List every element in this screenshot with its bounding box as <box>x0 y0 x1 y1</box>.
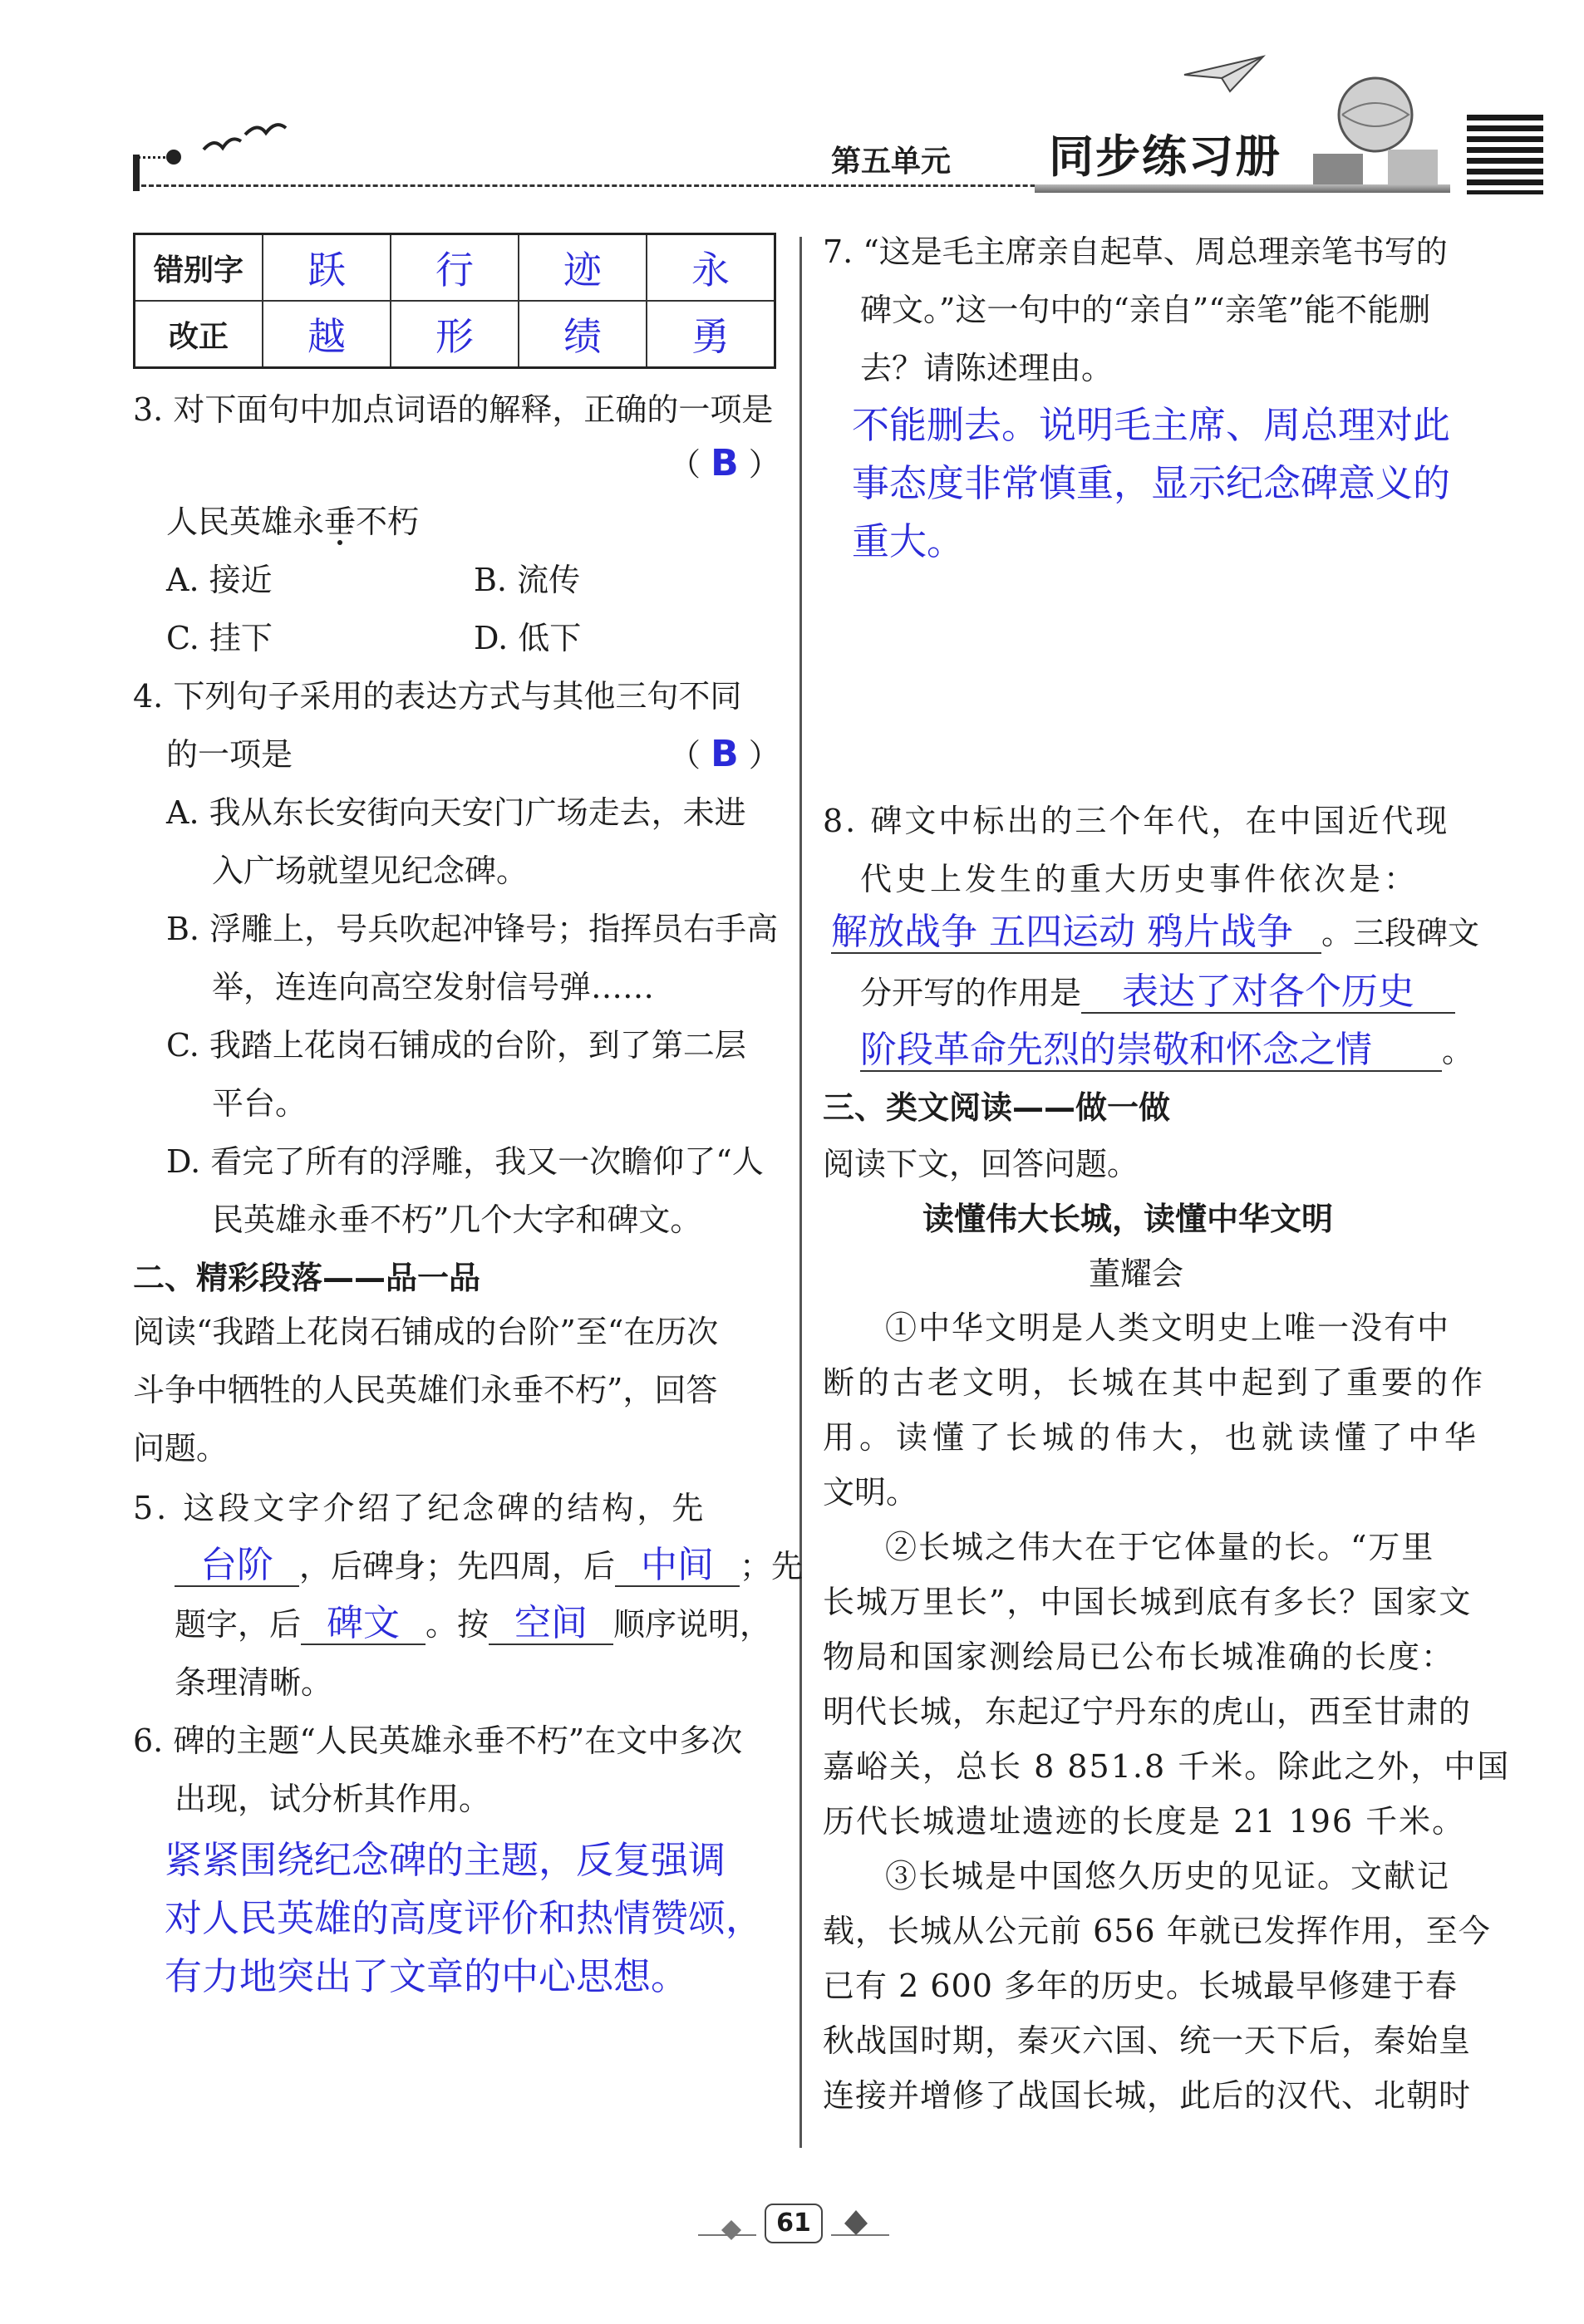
p3-line: 载，长城从公元前 656 年就已发挥作用，至今 <box>823 1913 1491 1949</box>
wrong-char: 迹 <box>519 234 647 302</box>
p3-line: 秋战国时期，秦灭六国、统一天下后，秦始皇 <box>823 2022 1472 2059</box>
q6-stem-1: 6. 碑的主题“人民英雄永垂不朽”在文中多次 <box>133 1722 743 1759</box>
q5-text: 题字，后 <box>175 1606 302 1643</box>
q4-option-c-1: C. 我踏上花岗石铺成的台阶，到了第二层 <box>166 1027 746 1064</box>
q5-line-3 <box>175 1597 771 1652</box>
wrong-char: 永 <box>647 234 775 302</box>
p1-line: 断的古老文明，长城在其中起到了重要的作 <box>823 1364 1487 1401</box>
q8-answer-a: 表达了对各个历史 <box>1081 972 1455 1014</box>
paren-close: ） <box>748 446 780 483</box>
row-label-wrong: 错别字 <box>135 234 263 302</box>
unit-title: 第五单元 <box>831 145 952 179</box>
section2-intro-3: 问题。 <box>133 1430 229 1467</box>
q6-stem-2: 出现，试分析其作用。 <box>175 1781 491 1817</box>
q5-answer-1: 台阶 <box>175 1545 299 1587</box>
paren-open: （ <box>669 737 701 774</box>
section2-intro-1: 阅读“我踏上花岗石铺成的台阶”至“在历次 <box>133 1314 719 1350</box>
fixed-char: 越 <box>263 301 391 368</box>
header-stripe-block <box>1467 115 1543 194</box>
q5-text: ；先 <box>740 1548 804 1585</box>
wrong-char: 跃 <box>263 234 391 302</box>
page-number: 61 <box>765 2204 823 2243</box>
q4-stem-2: 的一项是 <box>166 736 293 773</box>
q4-answer-paren <box>669 727 780 783</box>
fixed-char: 绩 <box>519 301 647 368</box>
q7-answer-3: 重大。 <box>852 519 965 563</box>
p1-line: 用。读懂了长城的伟大，也就读懂了中华 <box>823 1419 1482 1456</box>
q5-text: 。按 <box>426 1606 489 1643</box>
article-body <box>823 1300 1511 2123</box>
title-underline <box>1035 184 1450 193</box>
q3-option-a: A. 接近 <box>166 562 273 598</box>
q6-answer-1: 紧紧围绕纪念碑的主题，反复强调 <box>165 1838 726 1882</box>
q5-text: ，后碑身；先四周，后 <box>299 1548 616 1585</box>
q3-answer-paren <box>669 436 780 492</box>
q8-stem-1: 8. 碑文中标出的三个年代，在中国近代现 <box>823 803 1450 839</box>
q8-answer-b: 阶段革命先烈的崇敬和怀念之情 <box>860 1030 1442 1072</box>
q4-option-d-2: 民英雄永垂不朽”几个大字和碑文。 <box>212 1201 702 1238</box>
q7-stem-3: 去？请陈述理由。 <box>860 350 1114 386</box>
column-divider <box>799 237 802 2148</box>
q3-sentence <box>166 494 419 549</box>
q4-option-a-2: 入广场就望见纪念碑。 <box>212 852 529 889</box>
book-title: 同步练习册 <box>1049 130 1281 183</box>
paren-close: ） <box>748 737 780 774</box>
paren-open: （ <box>669 446 701 483</box>
table-row <box>135 234 775 302</box>
q6-answer-3: 有力地突出了文章的中心思想。 <box>165 1954 689 1998</box>
q8-text: 分开写的作用是 <box>860 975 1082 1011</box>
fixed-char: 形 <box>391 301 519 368</box>
section3-title: 三、类文阅读——做一做 <box>823 1089 1171 1126</box>
q8-answer-events: 解放战争 五四运动 鸦片战争 <box>831 912 1321 954</box>
header-dot <box>166 150 181 165</box>
q3-option-b: B. 流传 <box>474 562 581 598</box>
section3-intro: 阅读下文，回答问题。 <box>823 1146 1139 1182</box>
q6-answer-2: 对人民英雄的高度评价和热情赞颂， <box>165 1896 764 1940</box>
p2-line: 明代长城，东起辽宁丹东的虎山，西至甘肃的 <box>823 1693 1472 1730</box>
q5-answer-4: 空间 <box>489 1604 613 1645</box>
q4-option-b-1: B. 浮雕上，号兵吹起冲锋号；指挥员右手高 <box>166 911 779 947</box>
q5-answer-2: 中间 <box>615 1545 740 1587</box>
q8-text: 。三段碑文 <box>1321 915 1480 951</box>
section2-intro-2: 斗争中牺牲的人民英雄们永垂不朽”，回答 <box>133 1372 718 1408</box>
article-title: 读懂伟大长城，读懂中华文明 <box>922 1201 1334 1237</box>
q5-line-4: 条理清晰。 <box>175 1664 333 1701</box>
p3-line: ③长城是中国悠久历史的见证。文献记 <box>885 1858 1451 1894</box>
q3-option-c: C. 挂下 <box>166 620 273 656</box>
paper-plane-icon <box>1180 50 1272 100</box>
q4-option-a-1: A. 我从东长安街向天安门广场走去，未进 <box>166 794 746 831</box>
fixed-char: 勇 <box>647 301 775 368</box>
q8-text: 。 <box>1442 1033 1474 1069</box>
correction-table <box>133 233 776 369</box>
q4-answer: B <box>711 733 739 775</box>
p1-line: ①中华文明是人类文明史上唯一没有中 <box>885 1309 1451 1346</box>
q4-stem-1: 4. 下列句子采用的表达方式与其他三句不同 <box>133 678 742 715</box>
birds-icon <box>199 116 291 166</box>
p2-line: 物局和国家测绘局已公布长城准确的长度： <box>823 1639 1455 1675</box>
table-row <box>135 301 775 368</box>
q3-stem: 3. 对下面句中加点词语的解释，正确的一项是 <box>133 391 774 428</box>
q7-stem-1: 7. “这是毛主席亲自起草、周总理亲笔书写的 <box>823 233 1448 270</box>
q8-line-3 <box>831 906 1479 961</box>
dotted-word: 垂 <box>324 504 357 540</box>
header-left-bar <box>133 155 140 191</box>
globe-decoration-icon <box>1296 66 1446 191</box>
q7-stem-2: 碑文。”这一句中的“亲自”“亲笔”能不能删 <box>860 292 1431 328</box>
p1-line: 文明。 <box>823 1474 918 1511</box>
article-author: 董耀会 <box>1089 1255 1184 1292</box>
q8-line-5 <box>860 1024 1473 1078</box>
q4-option-d-1: D. 看完了所有的浮雕，我又一次瞻仰了“人 <box>166 1143 764 1180</box>
row-label-fix: 改正 <box>135 301 263 368</box>
q5-text: 顺序说明， <box>613 1606 772 1643</box>
p2-line: ②长城之伟大在于它体量的长。“万里 <box>885 1529 1435 1565</box>
p2-line: 历代长城遗址遗迹的长度是 21 196 千米。 <box>823 1803 1466 1840</box>
sentence-part: 人民英雄永 <box>166 504 325 540</box>
q5-line-1: 5. 这段文字介绍了纪念碑的结构，先 <box>133 1490 707 1526</box>
section2-title: 二、精彩段落——品一品 <box>133 1260 481 1296</box>
wrong-char: 行 <box>391 234 519 302</box>
q5-line-2 <box>175 1539 803 1594</box>
p3-line: 已有 2 600 多年的历史。长城最早修建于春 <box>823 1968 1458 2004</box>
q7-answer-2: 事态度非常慎重，显示纪念碑意义的 <box>852 461 1451 505</box>
sentence-part: 不朽 <box>356 504 420 540</box>
p3-line: 连接并增修了战国长城，此后的汉代、北朝时 <box>823 2077 1472 2114</box>
q3-answer: B <box>711 442 739 484</box>
p2-line: 长城万里长”，中国长城到底有多长？国家文 <box>823 1584 1473 1620</box>
q5-answer-3: 碑文 <box>301 1604 426 1645</box>
q3-option-d: D. 低下 <box>474 620 582 656</box>
q8-stem-2: 代史上发生的重大历史事件依次是： <box>860 861 1419 897</box>
p2-line: 嘉峪关，总长 8 851.8 千米。除此之外，中国 <box>823 1748 1511 1785</box>
q4-option-b-2: 举，连连向高空发射信号弹…… <box>212 969 655 1005</box>
q7-answer-1: 不能删去。说明毛主席、周总理对此 <box>852 403 1451 447</box>
q8-line-4 <box>860 965 1455 1020</box>
q4-option-c-2: 平台。 <box>212 1085 307 1122</box>
